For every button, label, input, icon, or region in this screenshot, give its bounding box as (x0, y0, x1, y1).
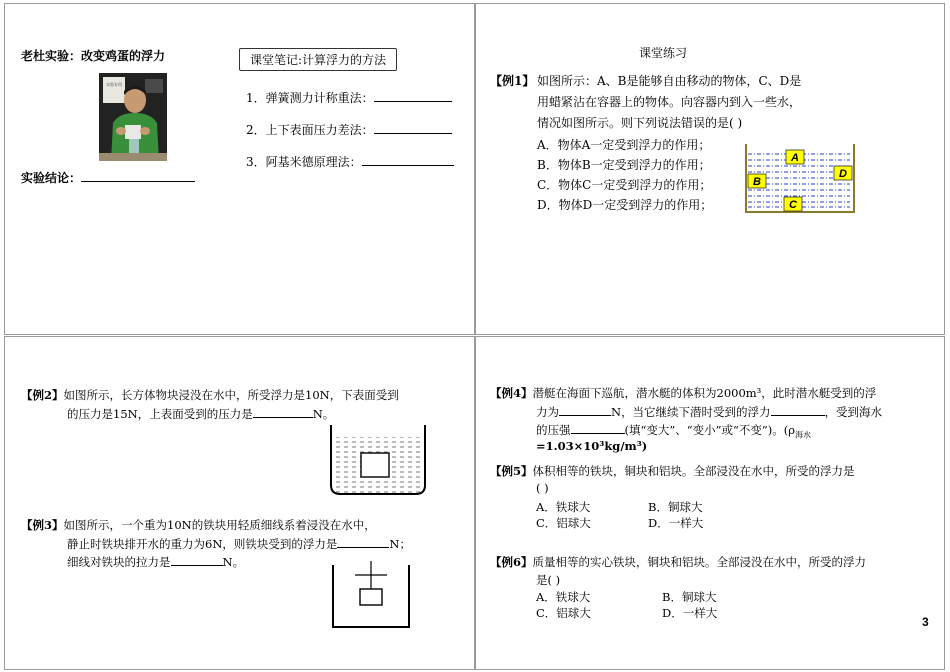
example-1-option-c: C．物体C一定受到浮力的作用； (537, 178, 712, 192)
example-4-text-1: 潜艇在海面下巡航，潜水艇的体积为2000m³，此时潜水艇受到的浮 (532, 386, 877, 400)
slide-panel-2 (475, 3, 945, 335)
experiment-title: 老杜实验：改变鸡蛋的浮力 (21, 49, 166, 63)
example-1-option-b: B．物体B一定受到浮力的作用； (537, 158, 711, 172)
method-3-text: 3．阿基米德原理法： (246, 155, 362, 169)
example-4-rho-subscript: 海水 (795, 430, 811, 440)
example-1-option-a: A．物体A一定受到浮力的作用； (537, 138, 711, 152)
block-d (834, 166, 852, 180)
example-1-figure (742, 144, 858, 216)
block-b-label: B (753, 176, 761, 188)
practice-title: 课堂练习 (639, 46, 688, 60)
block-a-label: A (791, 152, 799, 164)
example-5-label: 【例5】 (490, 464, 533, 478)
example-4-text-3: N，当它继续下潜时受到的浮力 (611, 405, 771, 419)
example-3-line-3 (67, 553, 244, 570)
slide-panel-4 (475, 336, 945, 670)
example-4-label: 【例4】 (490, 386, 533, 400)
example-4-text-4: ，受到海水 (824, 405, 883, 419)
slide-panel-1 (4, 3, 475, 335)
example-4-line-3 (536, 421, 811, 440)
block-c (784, 197, 802, 211)
example-6-option-a: A．铁球大 (536, 590, 591, 604)
example-4-line-4: =1.03×10³kg/m³) (536, 439, 648, 453)
example-3-label: 【例3】 (21, 518, 64, 532)
example-3-line-2 (67, 535, 411, 552)
example-2-text-1: 如图所示，长方体物块浸没在水中，所受浮力是10N，下表面受到 (63, 388, 399, 402)
conclusion-blank (81, 169, 195, 182)
example-4-blank-2 (771, 403, 825, 416)
page-number: 3 (922, 615, 929, 629)
example-3-figure (331, 561, 411, 631)
iron-block (360, 589, 382, 605)
example-2-text-3: N。 (312, 407, 335, 421)
example-3-line-1 (21, 517, 376, 533)
example-6-option-b: B．铜球大 (662, 590, 717, 604)
photo-illustration (99, 73, 167, 161)
example-1-label: 【例1】 (490, 74, 535, 88)
block-a (786, 150, 804, 164)
conclusion-label (21, 169, 195, 186)
example-3-text-4: 细线对铁块的拉力是 (67, 555, 171, 569)
example-6-text-1: 质量相等的实心铁块，铜块和铝块。全部浸没在水中，所受的浮力 (532, 555, 867, 569)
method-1 (246, 89, 452, 106)
example-2-text-2: 的压力是15N，上表面受到的压力是 (67, 407, 253, 421)
example-4-text-2: 力为 (536, 405, 559, 419)
photo-sign-text: 实验专用 (106, 82, 122, 87)
class-notes-box: 课堂笔记:计算浮力的方法 (239, 48, 397, 71)
example-3-text-5: N。 (222, 555, 245, 569)
example-2-blank (253, 405, 313, 418)
method-2 (246, 121, 452, 138)
example-5-line-1 (490, 463, 855, 479)
example-3-text-2: 静止时铁块排开水的重力为6N，则铁块受到的浮力是 (67, 537, 338, 551)
example-4-text-6: (填“变大”、“变小”或“不变”)。(ρ (624, 423, 795, 437)
method-2-text: 2．上下表面压力差法： (246, 123, 374, 137)
example-4-blank-3 (571, 421, 625, 434)
example-6-option-c: C．铝球大 (536, 606, 591, 620)
example-5-option-a: A．铁球大 (536, 500, 591, 514)
method-2-blank (374, 121, 452, 134)
method-1-blank (374, 89, 452, 102)
example-6-line-1 (490, 554, 866, 570)
example-5-text-1: 体积相等的铁块，铜块和铝块。全部浸没在水中，所受的浮力是 (532, 464, 855, 478)
example-5-option-c: C．铝球大 (536, 516, 591, 530)
example-1-line-2: 用蜡紧沾在容器上的物体。向容器内到入一些水， (537, 95, 802, 109)
example-3-text-1: 如图所示，一个重为10N的铁块用轻质细线系着浸没在水中， (63, 518, 376, 532)
example-6-option-d: D．一样大 (662, 606, 718, 620)
example-1-line-1: 如图所示：A、B是能够自由移动的物体，C、D是 (537, 74, 802, 88)
example-1 (490, 72, 534, 89)
experiment-photo (99, 73, 167, 161)
example-4-line-2 (536, 403, 882, 420)
example-3-blank-2 (171, 553, 223, 566)
slide-panel-3 (4, 336, 475, 670)
example-2-line-1 (21, 387, 399, 403)
conclusion-label-text: 实验结论： (21, 171, 82, 185)
block-b (748, 174, 766, 188)
block-d-label: D (839, 168, 847, 180)
example-6-label: 【例6】 (490, 555, 533, 569)
example-5-option-b: B．铜球大 (648, 500, 703, 514)
example-1-option-d: D．物体D一定受到浮力的作用； (537, 198, 713, 212)
method-3-blank (362, 153, 454, 166)
example-3-blank-1 (337, 535, 389, 548)
example-1-line-3: 情况如图所示。则下列说法错误的是( ) (537, 116, 743, 130)
example-2-line-2 (67, 405, 334, 422)
example-5-paren: ( ) (536, 481, 549, 495)
example-2-figure (328, 425, 428, 497)
example-4-line-1 (490, 385, 876, 401)
example-5-option-d: D．一样大 (648, 516, 704, 530)
example-4-blank-1 (559, 403, 611, 416)
example-2-label: 【例2】 (21, 388, 64, 402)
example-3-text-3: N； (389, 537, 411, 551)
example-4-text-5: 的压强 (536, 423, 571, 437)
method-3 (246, 153, 454, 170)
example-6-line-2: 是( ) (536, 573, 561, 587)
submerged-block (361, 453, 389, 477)
method-1-text: 1．弹簧测力计称重法： (246, 91, 374, 105)
block-c-label: C (789, 199, 797, 211)
